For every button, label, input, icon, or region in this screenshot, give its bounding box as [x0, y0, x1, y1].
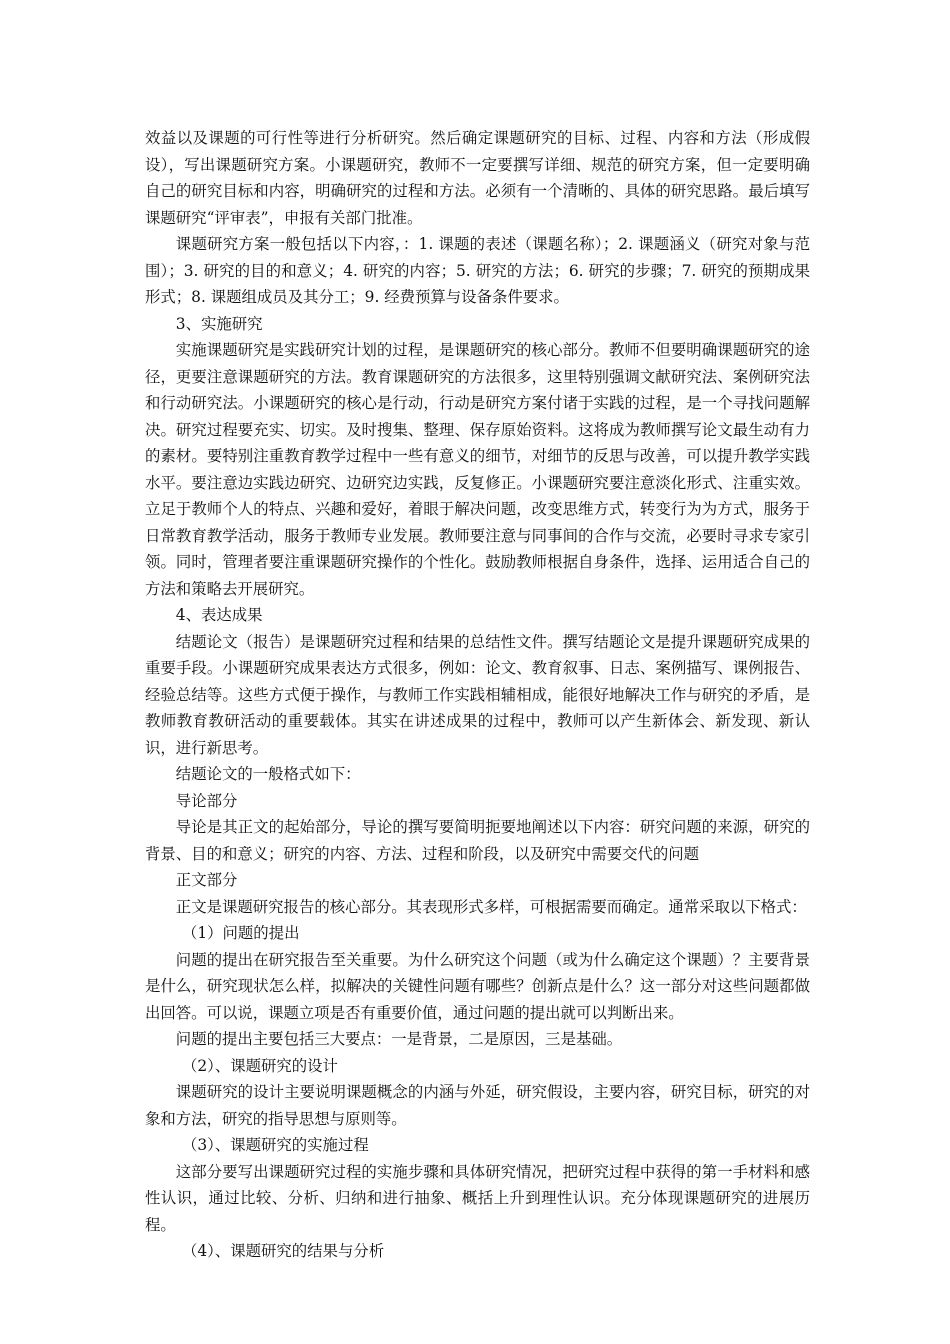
- paragraph-design: 课题研究的设计主要说明课题概念的内涵与外延，研究假设，主要内容，研究目标，研究的对象和方法，研究的指导思想与原则等。: [145, 1083, 810, 1128]
- paragraph-proposal-contents: 课题研究方案一般包括以下内容，：1. 课题的表述（课题名称）；2. 课题涵义（研究对象与范围）；3. 研究的目的和意义；4. 研究的内容；5. 研究的方法；6. 研究的步骤；7. 研究的预期成果形式；8. 课题组成员及其分工；9. 经费预算与设备条件要求。: [145, 235, 810, 306]
- paragraph-implement: 实施课题研究是实践研究计划的过程，是课题研究的核心部分。教师不但要明确课题研究的途径，更要注意课题研究的方法。教育课题研究的方法很多，这里特别强调文献研究法、案例研究法和行动研究法。小课题研究的核心是行动，行动是研究方案付诸于实践的过程，是一个寻找问题解决。研究过程要充实、切实。及时搜集、整理、保存原始资料。这将成为教师撰写论文最生动有力的素材。要特别注重教育教学过程中一些有意义的细节，对细节的反思与改善，可以提升教学实践水平。要注意边实践边研究、边研究边实践，反复修正。小课题研究要注意淡化形式、注重实效。立足于教师个人的特点、兴趣和爱好，着眼于解决问题，改变思维方式，转变行为为方式，服务于日常教育教学活动，服务于教师专业发展。教师要注意与同事间的合作与交流，必要时寻求专家引领。同时，管理者要注重课题研究操作的个性化。鼓励教师根据自身条件，选择、运用适合自己的方法和策略去开展研究。: [145, 341, 810, 598]
- section-heading-main-body: 正文部分: [175, 871, 238, 889]
- subheading-analysis: （4）、课题研究的结果与分析: [181, 1242, 385, 1260]
- paragraph-problem-points: 问题的提出主要包括三大要点：一是背景，二是原因，三是基础。: [175, 1030, 623, 1048]
- section-heading-results: 4、表达成果: [175, 606, 263, 624]
- subheading-design: （2）、课题研究的设计: [181, 1056, 338, 1075]
- subheading-process: （3）、课题研究的实施过程: [181, 1136, 369, 1154]
- paragraph-introduction: 导论是其正文的起始部分，导论的撰写要简明扼要地阐述以下内容：研究问题的来源，研究的背景、目的和意义；研究的内容、方法、过程和阶段，以及研究中需要交代的问题: [145, 818, 810, 863]
- paragraph-problem: 问题的提出在研究报告至关重要。为什么研究这个问题（或为什么确定这个课题）？主要背景是什么，研究现状怎么样，拟解决的关键性问题有哪些？创新点是什么？这一部分对这些问题都做出回答。可以说，课题立项是否有重要价值，通过问题的提出就可以判断出来。: [145, 950, 810, 1022]
- paragraph-results: 结题论文（报告）是课题研究过程和结果的总结性文件。撰写结题论文是提升课题研究成果的重要手段。小课题研究成果表达方式很多，例如：论文、教育叙事、日志、案例描写、课例报告、经验总结等。这些方式便于操作，与教师工作实践相辅相成，能很好地解决工作与研究的矛盾，是教师教育教研活动的重要载体。其实在讲述成果的过程中，教师可以产生新体会、新发现、新认识，进行新思考。: [145, 632, 810, 757]
- paragraph-format-intro: 结题论文的一般格式如下：: [175, 765, 361, 783]
- paragraph-process: 这部分要写出课题研究过程的实施步骤和具体研究情况，把研究过程中获得的第一手材料和感性认识，通过比较、分析、归纳和进行抽象、概括上升到理性认识。充分体现课题研究的进展历程。: [145, 1162, 810, 1234]
- section-heading-implement: 3、实施研究: [175, 314, 263, 333]
- subheading-problem: （1）问题的提出: [181, 924, 300, 942]
- section-heading-introduction: 导论部分: [175, 791, 238, 810]
- document-body: [145, 125, 810, 1265]
- paragraph-proposal-intro: 效益以及课题的可行性等进行分析研究。然后确定课题研究的目标、过程、内容和方法（形成假设），写出课题研究方案。小课题研究，教师不一定要撰写详细、规范的研究方案，但一定要明确自己的研究目标和内容，明确研究的过程和方法。必须有一个清晰的、具体的研究思路。最后填写课题研究“评审表”，申报有关部门批准。: [145, 129, 810, 227]
- paragraph-main-body: 正文是课题研究报告的核心部分。其表现形式多样，可根据需要而确定。通常采取以下格式：: [175, 897, 807, 916]
